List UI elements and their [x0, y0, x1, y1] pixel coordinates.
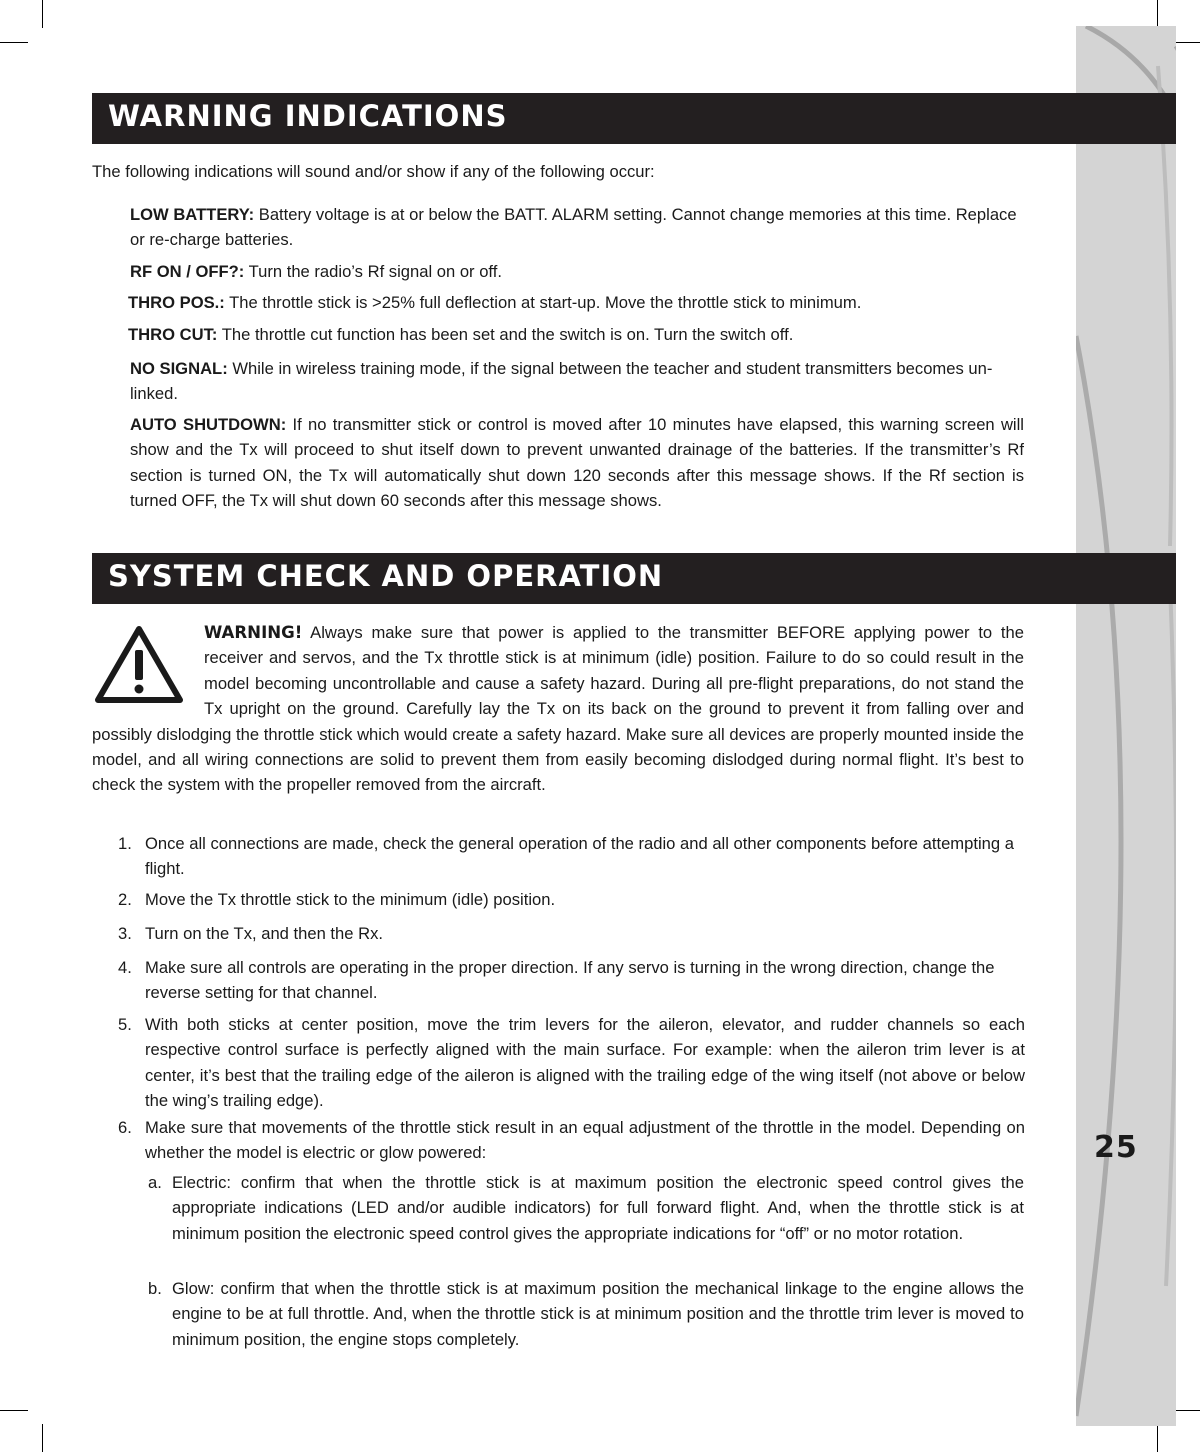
step-text: Move the Tx throttle stick to the minimum (idle) position. — [145, 890, 556, 909]
step-number: 5. — [118, 1015, 132, 1034]
indication-label: NO SIGNAL: — [130, 359, 228, 378]
section-title: SYSTEM CHECK AND OPERATION — [108, 559, 664, 593]
section-title: WARNING INDICATIONS — [108, 99, 508, 133]
page-number: 25 — [1094, 1130, 1138, 1165]
substep-letter: b. — [148, 1279, 162, 1298]
crop-mark — [1172, 1410, 1200, 1411]
step-text: Make sure that movements of the throttle stick result in an equal adjustment of the throttle in the model. Depending on whether the model is electric or glow powered: — [145, 1118, 1025, 1163]
step-number: 2. — [118, 890, 132, 909]
indication-text: Turn the radio’s Rf signal on or off. — [248, 262, 502, 281]
page-side-strip — [1076, 26, 1176, 1426]
warning-paragraph — [92, 620, 1024, 798]
substep-letter: a. — [148, 1173, 162, 1192]
indication-thro-cut — [128, 322, 1028, 347]
crop-mark — [1157, 0, 1158, 28]
indication-thro-pos — [128, 290, 1028, 315]
section-banner — [92, 553, 1176, 604]
indication-text: Battery voltage is at or below the BATT. ALARM setting. Cannot change memories at this time. Replace or re-charge batteries. — [130, 205, 1017, 250]
indication-text: While in wireless training mode, if the signal between the teacher and student transmitters becomes un-linked. — [130, 359, 993, 404]
step-text: With both sticks at center position, move the trim levers for the aileron, elevator, and rudder channels so each respective control surface is perfectly aligned with the main surface. For example: when the aileron trim lever is at center, it’s best that the trailing edge of the aileron is aligned with the trailing edge of the wing itself (not above or below the wing’s trailing edge). — [145, 1015, 1025, 1111]
indication-label: AUTO SHUTDOWN: — [130, 415, 287, 434]
indication-text: If no transmitter stick or control is moved after 10 minutes have elapsed, this warning screen will show and the Tx will proceed to shut itself down to prevent unwanted drainage of the batteries. If the transmitter’s Rf section is turned ON, the Tx will automatically shut down 120 seconds after this message shows. If the Rf section is turned OFF, the Tx will shut down 60 seconds after this message shows. — [130, 415, 1024, 511]
indication-no-signal — [130, 356, 1024, 407]
step-text: Make sure all controls are operating in the proper direction. If any servo is turning in the wrong direction, change the reverse setting for that channel. — [145, 958, 995, 1003]
crop-mark — [42, 0, 43, 28]
step-number: 4. — [118, 958, 132, 977]
indication-label: RF ON / OFF?: — [130, 262, 245, 281]
crop-mark — [0, 42, 28, 43]
indication-label: THRO CUT: — [128, 325, 218, 344]
step-number: 3. — [118, 924, 132, 943]
indication-text: The throttle stick is >25% full deflection at start-up. Move the throttle stick to minimum. — [229, 293, 862, 312]
substep-text: Electric: confirm that when the throttle stick is at maximum position the electronic speed control gives the appropriate indications (LED and/or audible indicators) for full forward flight. And, when the throttle stick is at minimum position the electronic speed control gives the appropriate indications for “off” or no motor rotation. — [172, 1173, 1024, 1243]
indication-text: The throttle cut function has been set and the switch is on. Turn the switch off. — [221, 325, 794, 344]
substep-text: Glow: confirm that when the throttle stick is at maximum position the mechanical linkage to the engine allows the engine to be at full throttle. And, when the throttle stick is at minimum position and the throttle trim lever is moved to minimum position, the engine stops completely. — [172, 1279, 1024, 1349]
step-text: Once all connections are made, check the general operation of the radio and all other components before attempting a flight. — [145, 834, 1014, 879]
intro-text: The following indications will sound and/or show if any of the following occur: — [92, 162, 655, 181]
indication-label: THRO POS.: — [128, 293, 225, 312]
warning-float-spacer — [92, 620, 204, 720]
warning-label: WARNING! — [204, 623, 303, 642]
crop-mark — [0, 1410, 28, 1411]
crop-mark — [42, 1424, 43, 1452]
section-banner — [92, 93, 1176, 144]
crop-mark — [1172, 42, 1200, 43]
warning-text: Always make sure that power is applied to the transmitter BEFORE applying power to the receiver and servos, and the Tx throttle stick is at minimum (idle) position. Failure to do so could result in the model becoming uncontrollable and cause a safety hazard. During all pre-flight preparations, do not stand the Tx upright on the ground. Carefully lay the Tx on its back on the ground to prevent it from falling over and possibly dislodging the throttle stick which would create a safety hazard. Make sure all devices are properly mounted inside the model, and all wiring connections are solid to prevent them from easily becoming dislodged during normal flight. It’s best to check the system with the propeller removed from the aircraft. — [92, 623, 1024, 795]
indication-rf-on-off — [130, 259, 1024, 284]
step-text: Turn on the Tx, and then the Rx. — [145, 924, 383, 943]
step-number: 1. — [118, 834, 132, 853]
decorative-arcs — [1076, 26, 1176, 1426]
indication-low-battery — [130, 202, 1024, 253]
indication-auto-shutdown — [130, 412, 1024, 514]
step-number: 6. — [118, 1118, 132, 1137]
indication-label: LOW BATTERY: — [130, 205, 255, 224]
crop-mark — [1157, 1424, 1158, 1452]
